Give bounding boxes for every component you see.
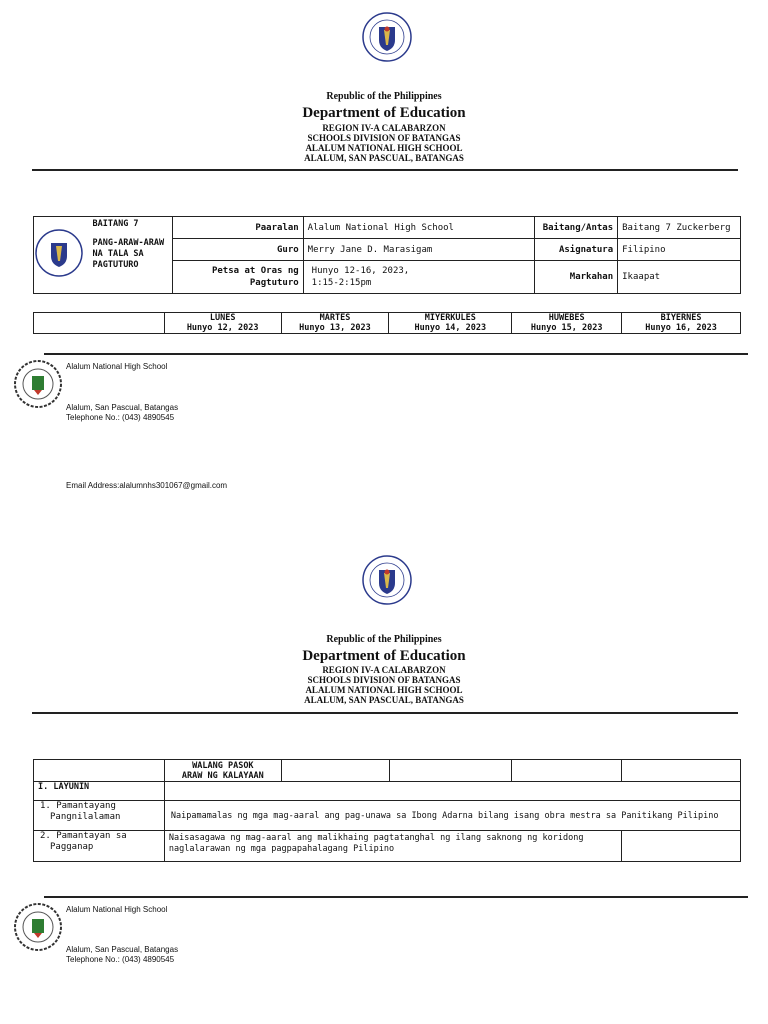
footer-divider [44, 353, 748, 355]
republic-text-2: Republic of the Philippines [326, 634, 442, 645]
grade-title: BAITANG 7 [92, 219, 139, 229]
republic-text: Republic of the Philippines [326, 91, 442, 102]
header-divider-2 [32, 712, 738, 714]
day-col-biyernes [622, 313, 741, 334]
deped-seal-logo [362, 12, 412, 62]
petsa-value [303, 261, 534, 294]
petsa-value-line1: Hunyo 12-16, 2023, [311, 266, 410, 276]
asignatura-label: Asignatura [535, 239, 618, 261]
holiday-cell [164, 760, 281, 782]
day-name: MARTES [319, 313, 351, 323]
row2-label-line1: 2. Pamantayan sa [40, 831, 127, 841]
footer-school-name: Alalum National High School [66, 362, 168, 371]
row1-label-line2: Pangnilalaman [50, 812, 121, 822]
guro-label: Guro [172, 239, 303, 261]
blank-cell [389, 760, 512, 782]
day-col-lunes [164, 313, 281, 334]
blank-cell [281, 760, 389, 782]
school-logo-2 [14, 903, 62, 951]
school-text-2: ALALUM NATIONAL HIGH SCHOOL [305, 685, 463, 695]
guro-value: Merry Jane D. Marasigam [303, 239, 534, 261]
baitang-label: Baitang/Antas [535, 217, 618, 239]
row2-content [164, 831, 621, 862]
day-name: BIYERNES [660, 313, 702, 323]
footer-divider-2 [44, 896, 748, 898]
petsa-value-line2: 1:15-2:15pm [311, 278, 372, 288]
markahan-value: Ikaapat [618, 261, 741, 294]
deped-seal-small-logo [34, 225, 84, 281]
deped-seal-logo-2 [362, 555, 412, 605]
markahan-label: Markahan [535, 261, 618, 294]
address-text: ALALUM, SAN PASCUAL, BATANGAS [304, 153, 464, 163]
region-text-2: REGION IV-A CALABARZON [322, 665, 446, 675]
blank-cell [622, 831, 741, 862]
department-title: Department of Education [302, 105, 466, 121]
baitang-value: Baitang 7 Zuckerberg [618, 217, 741, 239]
asignatura-value: Filipino [618, 239, 741, 261]
day-col-martes [281, 313, 389, 334]
holiday-line2: ARAW NG KALAYAAN [181, 770, 264, 781]
footer-address: Alalum, San Pascual, Batangas [66, 403, 179, 412]
lesson-plan-table [33, 759, 741, 862]
row1-label [34, 801, 165, 831]
day-name: HUWEBES [548, 313, 585, 323]
row2-content-line1: Naisasagawa ng mag-aaral ang malikhaing pagtatanghal ng ilang saknong ng koridong [168, 833, 584, 843]
division-text-2: SCHOOLS DIVISION OF BATANGAS [307, 675, 461, 685]
blank-cell [622, 760, 741, 782]
day-name: LUNES [209, 313, 236, 323]
dll-title: PANG-ARAW-ARAW NA TALA SA PAGTUTURO [92, 238, 165, 270]
header-divider [32, 169, 738, 171]
row2-label [34, 831, 165, 862]
blank-day-cell [34, 313, 165, 334]
region-text: REGION IV-A CALABARZON [322, 123, 446, 133]
footer-address-2: Alalum, San Pascual, Batangas [66, 945, 179, 954]
day-date: Hunyo 16, 2023 [645, 323, 717, 333]
holiday-line1: WALANG PASOK [192, 760, 254, 771]
blank-cell [34, 760, 165, 782]
row1-label-line1: 1. Pamantayang [40, 801, 116, 811]
footer-telephone-2: Telephone No.: (043) 4890545 [66, 955, 175, 964]
day-date: Hunyo 12, 2023 [186, 323, 259, 333]
address-text-2: ALALUM, SAN PASCUAL, BATANGAS [304, 695, 464, 705]
day-date: Hunyo 13, 2023 [299, 323, 371, 333]
paaralan-value: Alalum National High School [303, 217, 534, 239]
footer-email: Email Address:alalumnhs301067@gmail.com [66, 481, 228, 490]
footer-school-name-2: Alalum National High School [66, 905, 168, 914]
day-date: Hunyo 14, 2023 [414, 323, 487, 333]
blank-cell [164, 782, 740, 801]
school-text: ALALUM NATIONAL HIGH SCHOOL [305, 143, 463, 153]
dll-title-cell [88, 217, 172, 294]
school-logo [14, 360, 62, 408]
dll-info-table [33, 216, 741, 294]
day-col-miyerkules [389, 313, 512, 334]
paaralan-label: Paaralan [172, 217, 303, 239]
department-title-2: Department of Education [302, 648, 466, 664]
day-date: Hunyo 15, 2023 [530, 323, 603, 333]
row2-content-line2: naglalarawan ng mga pagpapahalagang Pilipino [168, 844, 395, 854]
layunin-heading: I. LAYUNIN [34, 782, 165, 801]
days-header-table [33, 312, 741, 334]
row1-content: Naipamamalas ng mga mag-aaral ang pag-unawa sa Ibong Adarna bilang isang obra mestra sa Panitikang Pilipino [164, 801, 740, 831]
day-name: MIYERKULES [424, 313, 476, 323]
petsa-label: Petsa at Oras ng Pagtuturo [172, 261, 303, 294]
blank-cell [512, 760, 622, 782]
division-text: SCHOOLS DIVISION OF BATANGAS [307, 133, 461, 143]
day-col-huwebes [512, 313, 622, 334]
seal-cell [34, 217, 89, 294]
row2-label-line2: Pagganap [50, 842, 94, 852]
footer-telephone: Telephone No.: (043) 4890545 [66, 413, 175, 422]
